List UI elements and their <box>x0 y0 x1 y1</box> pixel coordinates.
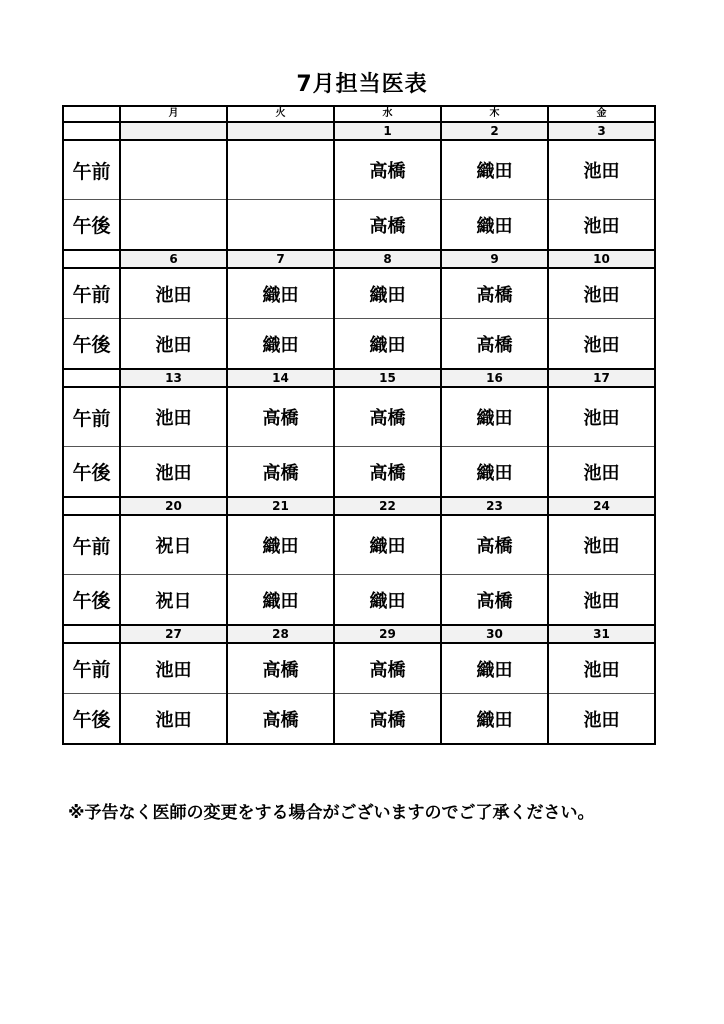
doctor-cell: 高橋 <box>334 140 441 200</box>
date-row <box>63 497 655 515</box>
am-row <box>63 515 655 575</box>
am-row <box>63 643 655 694</box>
am-row <box>63 387 655 447</box>
doctor-cell: 織田 <box>334 515 441 575</box>
doctor-cell: 池田 <box>548 575 655 626</box>
doctor-cell: 池田 <box>548 694 655 745</box>
doctor-cell: 高橋 <box>334 447 441 498</box>
date-cell: 21 <box>227 497 334 515</box>
date-row <box>63 122 655 140</box>
weekday-header-row <box>63 106 655 122</box>
date-cell: 9 <box>441 250 548 268</box>
date-cell: 29 <box>334 625 441 643</box>
doctor-cell: 織田 <box>227 575 334 626</box>
doctor-cell: 池田 <box>548 200 655 251</box>
pm-label: 午後 <box>63 200 120 251</box>
doctor-cell: 池田 <box>548 319 655 370</box>
doctor-cell <box>227 140 334 200</box>
date-cell: 8 <box>334 250 441 268</box>
weekday-fri: 金 <box>548 106 655 122</box>
date-cell: 7 <box>227 250 334 268</box>
doctor-cell: 池田 <box>548 387 655 447</box>
date-cell: 20 <box>120 497 227 515</box>
date-row <box>63 369 655 387</box>
doctor-cell: 高橋 <box>441 515 548 575</box>
am-row <box>63 140 655 200</box>
doctor-cell: 高橋 <box>227 643 334 694</box>
date-cell <box>227 122 334 140</box>
am-row <box>63 268 655 319</box>
date-cell <box>120 122 227 140</box>
date-cell: 17 <box>548 369 655 387</box>
am-label: 午前 <box>63 643 120 694</box>
date-row <box>63 625 655 643</box>
date-row-label-cell <box>63 369 120 387</box>
doctor-cell: 織田 <box>334 575 441 626</box>
doctor-cell: 高橋 <box>227 694 334 745</box>
am-label: 午前 <box>63 515 120 575</box>
pm-label: 午後 <box>63 575 120 626</box>
schedule-change-notice: ※予告なく医師の変更をする場合がございますのでご了承ください。 <box>68 803 595 823</box>
doctor-cell: 織田 <box>441 694 548 745</box>
doctor-cell: 高橋 <box>227 447 334 498</box>
am-label: 午前 <box>63 140 120 200</box>
am-label: 午前 <box>63 268 120 319</box>
date-cell: 15 <box>334 369 441 387</box>
pm-label: 午後 <box>63 447 120 498</box>
pm-label: 午後 <box>63 319 120 370</box>
doctor-cell: 池田 <box>120 319 227 370</box>
date-cell: 27 <box>120 625 227 643</box>
doctor-cell: 池田 <box>120 643 227 694</box>
date-cell: 3 <box>548 122 655 140</box>
doctor-cell <box>120 200 227 251</box>
doctor-cell: 織田 <box>441 140 548 200</box>
date-cell: 23 <box>441 497 548 515</box>
corner-cell <box>63 106 120 122</box>
pm-row <box>63 694 655 745</box>
doctor-cell: 祝日 <box>120 515 227 575</box>
doctor-cell: 池田 <box>120 694 227 745</box>
date-row-label-cell <box>63 122 120 140</box>
doctor-cell: 織田 <box>334 268 441 319</box>
doctor-cell: 池田 <box>548 268 655 319</box>
date-cell: 31 <box>548 625 655 643</box>
doctor-cell: 織田 <box>441 200 548 251</box>
pm-row <box>63 575 655 626</box>
doctor-cell: 祝日 <box>120 575 227 626</box>
date-cell: 24 <box>548 497 655 515</box>
date-row-label-cell <box>63 625 120 643</box>
page-title: 7月担当医表 <box>296 72 428 97</box>
doctor-cell: 高橋 <box>441 575 548 626</box>
doctor-cell: 池田 <box>548 643 655 694</box>
doctor-cell <box>227 200 334 251</box>
date-cell: 1 <box>334 122 441 140</box>
pm-row <box>63 447 655 498</box>
date-cell: 6 <box>120 250 227 268</box>
date-cell: 13 <box>120 369 227 387</box>
doctor-cell: 織田 <box>441 447 548 498</box>
doctor-cell: 織田 <box>227 319 334 370</box>
pm-row <box>63 200 655 251</box>
date-cell: 30 <box>441 625 548 643</box>
date-cell: 14 <box>227 369 334 387</box>
date-row-label-cell <box>63 250 120 268</box>
doctor-cell: 高橋 <box>227 387 334 447</box>
doctor-cell: 高橋 <box>334 694 441 745</box>
date-row <box>63 250 655 268</box>
doctor-cell: 織田 <box>441 387 548 447</box>
date-row-label-cell <box>63 497 120 515</box>
doctor-cell: 池田 <box>120 387 227 447</box>
doctor-cell: 池田 <box>120 268 227 319</box>
date-cell: 28 <box>227 625 334 643</box>
doctor-cell: 高橋 <box>334 643 441 694</box>
doctor-cell: 高橋 <box>441 319 548 370</box>
doctor-cell: 池田 <box>548 447 655 498</box>
pm-row <box>63 319 655 370</box>
am-label: 午前 <box>63 387 120 447</box>
doctor-cell: 高橋 <box>441 268 548 319</box>
doctor-cell: 織田 <box>441 643 548 694</box>
doctor-cell: 織田 <box>227 515 334 575</box>
doctor-cell: 高橋 <box>334 200 441 251</box>
doctor-schedule-table <box>62 105 656 745</box>
date-cell: 16 <box>441 369 548 387</box>
doctor-cell: 池田 <box>548 515 655 575</box>
doctor-cell <box>120 140 227 200</box>
doctor-cell: 織田 <box>227 268 334 319</box>
date-cell: 22 <box>334 497 441 515</box>
weekday-wed: 水 <box>334 106 441 122</box>
date-cell: 2 <box>441 122 548 140</box>
date-cell: 10 <box>548 250 655 268</box>
weekday-mon: 月 <box>120 106 227 122</box>
doctor-cell: 高橋 <box>334 387 441 447</box>
weekday-thu: 木 <box>441 106 548 122</box>
doctor-cell: 池田 <box>548 140 655 200</box>
doctor-cell: 織田 <box>334 319 441 370</box>
pm-label: 午後 <box>63 694 120 745</box>
weekday-tue: 火 <box>227 106 334 122</box>
doctor-cell: 池田 <box>120 447 227 498</box>
